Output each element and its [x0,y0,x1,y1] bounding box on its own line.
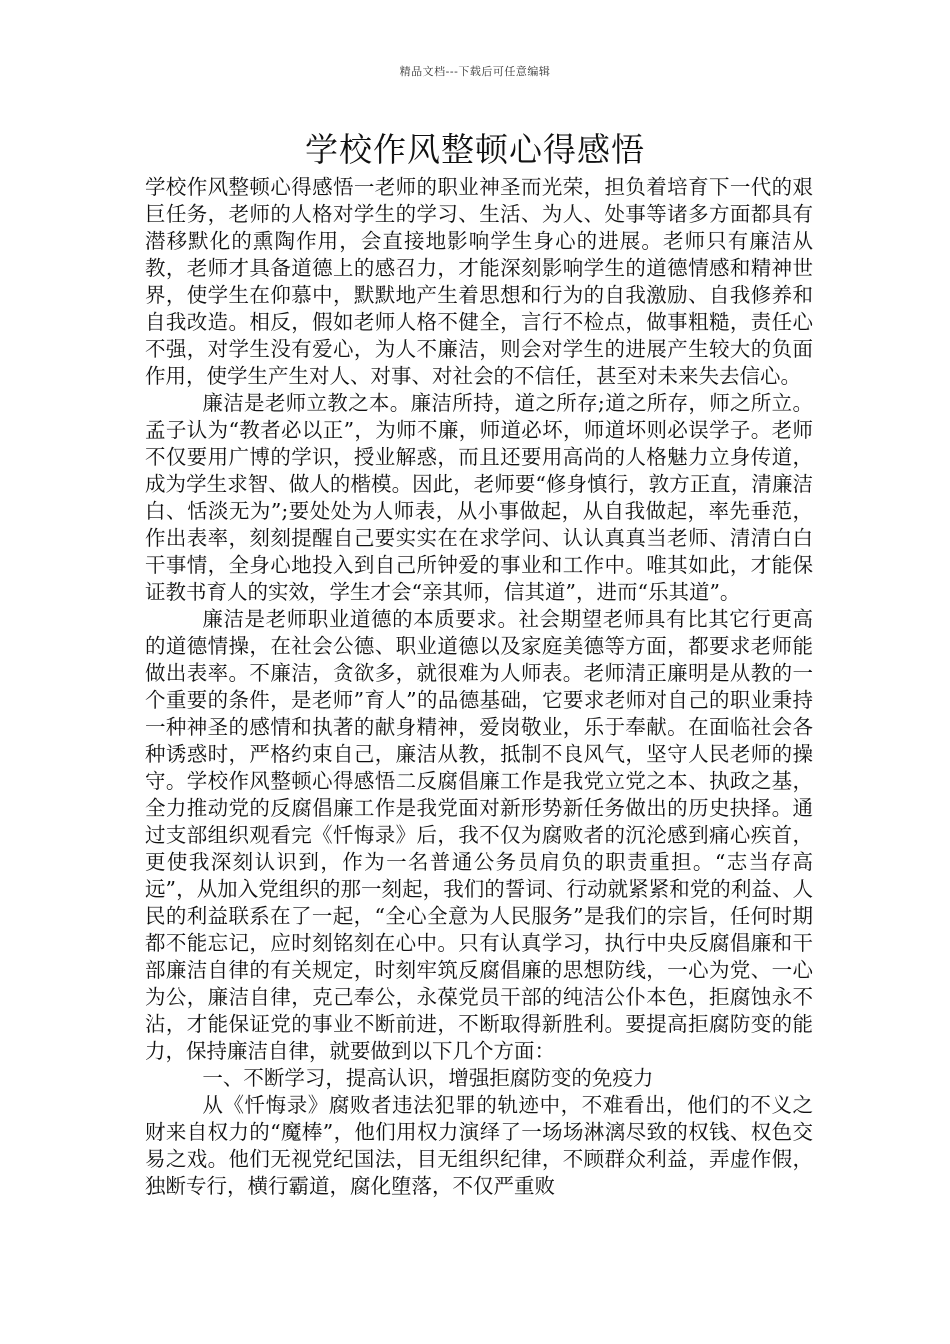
page-header-note: 精品文档---下载后可任意编辑 [399,65,551,78]
document-title: 学校作风整顿心得感悟 [305,130,645,169]
paragraph-professional-ethics: 廉洁是老师职业道德的本质要求。社会期望老师具有比其它行更高的道德情操，在社会公德、职业道德以及家庭美德等方面，都要求老师能做出表率。不廉洁，贪欲多，就很难为人师表。老师清正廉明是从教的一个重要的条件，是老师”育人”的品德基础，它要求老师对自己的职业秉持一种神圣的感情和执著的献身精神，爱岗敬业，乐于奉献。在面临社会各种诱惑时，严格约束自己，廉洁从教，抵制不良风气，坚守人民老师的操守。学校作风整顿心得感悟二反腐倡廉工作是我党立党之本、执政之基，全力推动党的反腐倡廉工作是我党面对新形势新任务做出的历史抉择。通过支部组织观看完《忏悔录》后，我不仅为腐败者的沉沦感到痛心疾首，更使我深刻认识到，作为一名普通公务员肩负的职责重担。“志当存高远”，从加入党组织的那一刻起，我们的誓词、行动就紧紧和党的利益、人民的利益联系在了一起，“全心全意为人民服务”是我们的宗旨，任何时期都不能忘记，应时刻铭刻在心中。只有认真学习，执行中央反腐倡廉和干部廉洁自律的有关规定，时刻牢筑反腐倡廉的思想防线，一心为党、一心为公，廉洁自律，克己奉公，永葆党员干部的纯洁公仆本色，拒腐蚀永不沾，才能保证党的事业不断前进，不断取得新胜利。要提高拒腐防变的能力，保持廉洁自律，就要做到以下几个方面： [145,607,813,1063]
section-heading-continuous-learning: 一、不断学习，提高认识，增强拒腐防变的免疫力 [202,1066,654,1090]
paragraph-intro: 学校作风整顿心得感悟一老师的职业神圣而光荣，担负着培育下一代的艰巨任务，老师的人格对学生的学习、生活、为人、处事等诸多方面都具有潜移默化的熏陶作用，会直接地影响学生身心的进展。老师只有廉洁从教，老师才具备道德上的感召力，才能深刻影响学生的道德情感和精神世界，使学生在仰慕中，默默地产生着思想和行为的自我激励、自我修养和自我改造。相反，假如老师人格不健全，言行不检点，做事粗糙，责任心不强，对学生没有爱心，为人不廉洁，则会对学生的进展产生较大的负面作用，使学生产生对人、对事、对社会的不信任，甚至对未来失去信心。 [145,175,813,388]
paragraph-confession-record: 从《忏悔录》腐败者违法犯罪的轨迹中，不难看出，他们的不义之财来自权力的“魔棒”，他们用权力演绎了一场场淋漓尽致的权钱、权色交易之戏。他们无视党纪国法，目无组织纪律，不顾群众利益，弄虚作假，独断专行，横行霸道，腐化堕落，不仅严重败 [145,1093,813,1198]
paragraph-integrity-foundation: 廉洁是老师立教之本。廉洁所持，道之所存;道之所存，师之所立。孟子认为“教者必以正”，为师不廉，师道必坏，师道坏则必误学子。老师不仅要用广博的学识，授业解惑，而且还要用高尚的人格魅力立身传道，成为学生求智、做人的楷模。因此，老师要“修身慎行，敦方正直，清廉洁白、恬淡无为”;要处处为人师表，从小事做起，从自我做起，率先垂范，作出表率，刻刻提醒自己要实实在在求学问、认认真真当老师、清清白白干事情，全身心地投入到自己所钟爱的事业和工作中。唯其如此，才能保证教书育人的实效，学生才会“亲其师，信其道”，进而“乐其道”。 [145,391,813,604]
document-body [145,174,813,1200]
